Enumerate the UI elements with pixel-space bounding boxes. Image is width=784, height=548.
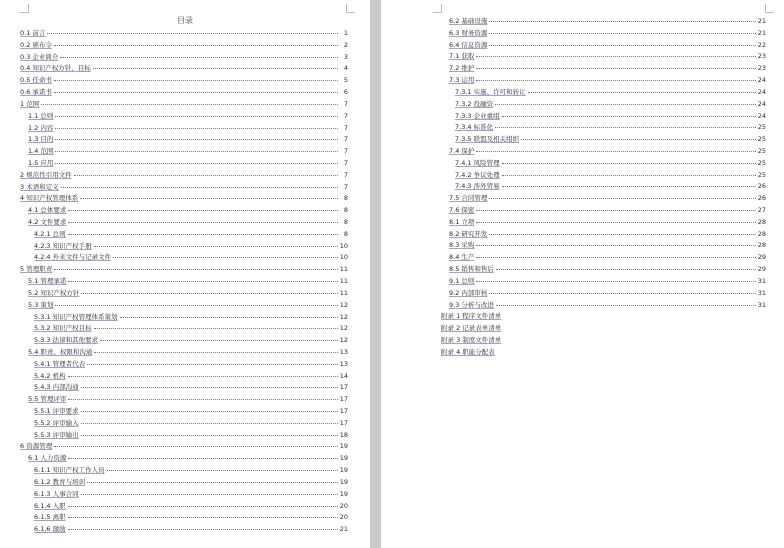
toc-entry-label[interactable]: 7.4.2 争议处理 bbox=[455, 170, 500, 179]
toc-entry-label[interactable]: 9.2 内部审核 bbox=[449, 288, 488, 297]
toc-leader-dots bbox=[87, 481, 338, 483]
toc-page-number: 17 bbox=[339, 418, 348, 427]
toc-entry[interactable] bbox=[441, 240, 766, 252]
toc-entry-label[interactable]: 6.4 信息资源 bbox=[449, 40, 488, 49]
toc-entry-label[interactable]: 2 规范性引用文件 bbox=[20, 170, 72, 179]
toc-leader-dots bbox=[476, 221, 755, 223]
toc-leader-dots bbox=[54, 79, 338, 81]
toc-entry-label[interactable]: 6.3 财务资源 bbox=[449, 28, 488, 37]
toc-entry[interactable] bbox=[441, 99, 766, 111]
toc-list-right bbox=[441, 16, 766, 359]
toc-leader-dots bbox=[81, 422, 338, 424]
toc-leader-dots bbox=[55, 138, 338, 140]
toc-page-number: 7 bbox=[343, 135, 348, 144]
toc-entry-label[interactable]: 7.6 保密 bbox=[449, 206, 475, 214]
toc-entry-label[interactable]: 0.6 承诺书 bbox=[20, 88, 52, 97]
toc-entry[interactable] bbox=[441, 63, 766, 75]
toc-leader-dots bbox=[489, 20, 755, 22]
toc-entry-label[interactable]: 5.1 管理承诺 bbox=[28, 277, 67, 286]
toc-leader-dots bbox=[68, 375, 338, 377]
toc-leader-dots bbox=[120, 316, 338, 318]
toc-entry-label[interactable]: 5.4.2 机构 bbox=[34, 371, 66, 380]
toc-page-number: 17 bbox=[339, 395, 348, 404]
toc-leader-dots bbox=[528, 91, 756, 93]
toc-entry[interactable] bbox=[20, 312, 348, 324]
toc-page-number: 29 bbox=[757, 265, 766, 274]
toc-leader-dots bbox=[81, 434, 338, 436]
toc-entry[interactable] bbox=[441, 264, 766, 276]
toc-entry-label[interactable]: 1.1 总则 bbox=[28, 111, 54, 120]
toc-list-left bbox=[20, 28, 348, 536]
toc-leader-dots bbox=[476, 209, 755, 211]
toc-entry[interactable] bbox=[20, 40, 348, 52]
toc-leader-dots bbox=[81, 493, 338, 495]
toc-leader-dots bbox=[489, 44, 755, 46]
toc-page-number: 13 bbox=[339, 359, 348, 368]
toc-page-number: 8 bbox=[343, 194, 348, 203]
toc-entry-label[interactable]: 5.2 知识产权方针 bbox=[28, 288, 80, 297]
toc-entry[interactable] bbox=[20, 441, 348, 453]
toc-entry-label[interactable]: 6.1.5 离职 bbox=[34, 513, 66, 522]
toc-leader-dots bbox=[68, 209, 338, 211]
toc-entry-label[interactable]: 4.2.3 知识产权手册 bbox=[34, 241, 92, 250]
toc-entry-label[interactable]: 0.4 知识产权方针、目标 bbox=[20, 64, 91, 73]
toc-entry-label[interactable]: 7.3.4 标准化 bbox=[455, 123, 494, 132]
toc-page-number: 31 bbox=[757, 276, 766, 285]
toc-leader-dots bbox=[87, 363, 338, 365]
toc-entry-label[interactable]: 5.5.2 评审输入 bbox=[34, 418, 79, 427]
toc-entry[interactable] bbox=[441, 170, 766, 182]
toc-leader-dots bbox=[54, 445, 338, 447]
toc-page-number: 5 bbox=[343, 76, 348, 85]
toc-entry-label[interactable]: 1.4 范围 bbox=[28, 147, 54, 156]
toc-page-number: 10 bbox=[339, 253, 348, 262]
toc-entry[interactable] bbox=[441, 181, 766, 193]
toc-leader-dots bbox=[476, 55, 755, 57]
toc-page-number: 14 bbox=[339, 371, 348, 380]
toc-leader-dots bbox=[54, 91, 338, 93]
toc-entry-label[interactable]: 3 术语和定义 bbox=[20, 182, 59, 191]
toc-entry-label[interactable]: 7.2 维护 bbox=[449, 64, 475, 73]
toc-leader-dots bbox=[489, 292, 755, 294]
toc-entry[interactable] bbox=[20, 335, 348, 347]
toc-entry[interactable] bbox=[20, 524, 348, 536]
toc-entry[interactable] bbox=[20, 359, 348, 371]
toc-page-number: 12 bbox=[339, 336, 348, 345]
toc-page-number: 2 bbox=[343, 40, 348, 49]
toc-page-number: 11 bbox=[339, 277, 348, 286]
toc-entry-label[interactable]: 6.1.6 激励 bbox=[34, 525, 66, 534]
toc-page-number: 7 bbox=[343, 123, 348, 132]
toc-entry-label[interactable]: 5.3.1 知识产权管理体系策划 bbox=[34, 312, 118, 321]
toc-entry-label[interactable]: 6.1.1 知识产权工作人员 bbox=[34, 466, 105, 475]
toc-page-number: 11 bbox=[339, 265, 348, 274]
toc-leader-dots bbox=[55, 115, 338, 117]
toc-entry-label[interactable]: 7.5 合同管理 bbox=[449, 194, 488, 203]
toc-entry[interactable] bbox=[441, 134, 766, 146]
toc-leader-dots bbox=[55, 150, 338, 152]
toc-page-number: 11 bbox=[339, 288, 348, 297]
toc-entry[interactable] bbox=[441, 28, 766, 40]
toc-leader-dots bbox=[68, 221, 338, 223]
toc-leader-dots bbox=[476, 150, 755, 152]
toc-page-number: 31 bbox=[757, 300, 766, 309]
toc-entry-label[interactable]: 4 知识产权管理体系 bbox=[20, 194, 79, 203]
toc-entry[interactable] bbox=[20, 288, 348, 300]
toc-leader-dots bbox=[68, 457, 337, 459]
toc-leader-dots bbox=[74, 174, 338, 176]
toc-entry-label[interactable]: 5.4 职责、权限和沟通 bbox=[28, 347, 93, 356]
toc-entry[interactable] bbox=[20, 63, 348, 75]
toc-leader-dots bbox=[81, 410, 338, 412]
margin-corner-mark bbox=[765, 4, 774, 13]
toc-leader-dots bbox=[61, 186, 338, 188]
toc-entry-label[interactable]: 7.3.1 实施、许可和转让 bbox=[455, 87, 526, 96]
toc-page-number: 24 bbox=[757, 111, 766, 120]
toc-page-number: 12 bbox=[339, 300, 348, 309]
toc-entry[interactable] bbox=[20, 182, 348, 194]
toc-entry-label[interactable]: 7.3.5 联盟及相关组织 bbox=[455, 135, 520, 144]
toc-entry-label[interactable]: 1.3 目的 bbox=[28, 135, 54, 144]
toc-leader-dots bbox=[496, 268, 756, 270]
toc-entry[interactable] bbox=[441, 311, 766, 323]
toc-leader-dots bbox=[502, 115, 756, 117]
toc-entry-label[interactable]: 7.4 保护 bbox=[449, 146, 475, 155]
toc-leader-dots bbox=[93, 67, 338, 69]
toc-entry-label[interactable]: 5.5.3 评审输出 bbox=[34, 430, 79, 439]
toc-entry-label[interactable]: 6.2 基础设施 bbox=[449, 17, 488, 25]
toc-page-number: 21 bbox=[757, 28, 766, 37]
toc-entry-label[interactable]: 0.3 企业简介 bbox=[20, 52, 59, 61]
toc-page-number: 8 bbox=[343, 206, 348, 215]
toc-entry-label[interactable]: 9.1 总则 bbox=[449, 276, 475, 285]
toc-page-number: 12 bbox=[339, 324, 348, 333]
toc-entry[interactable] bbox=[441, 158, 766, 170]
toc-entry[interactable] bbox=[20, 382, 348, 394]
toc-entry-label[interactable]: 6 资源管理 bbox=[20, 442, 53, 451]
toc-entry[interactable] bbox=[441, 40, 766, 52]
toc-page-number: 19 bbox=[339, 466, 348, 475]
toc-leader-dots bbox=[54, 44, 338, 46]
toc-entry[interactable] bbox=[441, 122, 766, 134]
toc-page-number: 17 bbox=[339, 383, 348, 392]
page-gap-divider bbox=[370, 0, 381, 548]
toc-leader-dots bbox=[476, 256, 755, 258]
toc-entry-label[interactable]: 附录 1 程序文件清单 bbox=[441, 312, 502, 321]
toc-page-number: 23 bbox=[757, 64, 766, 73]
toc-entry[interactable] bbox=[20, 87, 348, 99]
toc-entry-label[interactable]: 9.3 分析与改进 bbox=[449, 300, 494, 309]
toc-entry[interactable] bbox=[441, 111, 766, 123]
toc-page-number: 19 bbox=[339, 442, 348, 451]
toc-leader-dots bbox=[47, 32, 338, 34]
toc-entry-label[interactable]: 5.4.1 管理者代表 bbox=[34, 359, 86, 368]
toc-entry-label[interactable]: 1 范围 bbox=[20, 99, 40, 108]
toc-page-number: 7 bbox=[343, 158, 348, 167]
toc-page-number: 28 bbox=[757, 229, 766, 238]
toc-page-number: 25 bbox=[757, 158, 766, 167]
toc-leader-dots bbox=[521, 138, 756, 140]
toc-entry[interactable] bbox=[20, 241, 348, 253]
toc-entry[interactable] bbox=[441, 229, 766, 241]
toc-page-right bbox=[381, 0, 784, 548]
toc-page-number: 7 bbox=[343, 99, 348, 108]
toc-entry[interactable] bbox=[20, 134, 348, 146]
toc-entry[interactable] bbox=[441, 146, 766, 158]
toc-entry-label[interactable]: 4.2.1 总则 bbox=[34, 229, 66, 238]
toc-leader-dots bbox=[94, 327, 338, 329]
toc-leader-dots bbox=[68, 398, 337, 400]
toc-entry-label[interactable]: 4.2.4 外来文件与记录文件 bbox=[34, 253, 112, 262]
toc-entry-label[interactable]: 7.3 运用 bbox=[449, 76, 475, 85]
toc-entry-label[interactable]: 1.5 应用 bbox=[28, 158, 54, 167]
toc-entry-label[interactable]: 7.1 获取 bbox=[449, 52, 475, 61]
toc-entry[interactable] bbox=[20, 252, 348, 264]
toc-page-number: 7 bbox=[343, 147, 348, 156]
toc-page-number: 27 bbox=[757, 206, 766, 214]
toc-page-number: 31 bbox=[757, 288, 766, 297]
toc-leader-dots bbox=[113, 256, 338, 258]
toc-page-number: 28 bbox=[757, 217, 766, 226]
toc-page-number: 25 bbox=[757, 146, 766, 155]
toc-page-number: 25 bbox=[757, 170, 766, 179]
toc-entry[interactable] bbox=[20, 453, 348, 465]
toc-entry[interactable] bbox=[441, 193, 766, 205]
toc-page-number: 10 bbox=[339, 241, 348, 250]
toc-entry-label[interactable]: 1.2 内容 bbox=[28, 123, 54, 132]
toc-entry[interactable] bbox=[441, 300, 766, 312]
toc-leader-dots bbox=[41, 103, 338, 105]
toc-page-number: 21 bbox=[339, 525, 348, 534]
toc-page-number: 24 bbox=[757, 87, 766, 96]
toc-page-number: 26 bbox=[757, 194, 766, 203]
toc-entry-label[interactable]: 0.5 任命书 bbox=[20, 76, 52, 85]
toc-page-number: 25 bbox=[757, 123, 766, 132]
toc-entry[interactable] bbox=[20, 146, 348, 158]
toc-page-number: 19 bbox=[339, 489, 348, 498]
toc-entry-label[interactable]: 5.3.3 法律和其他要求 bbox=[34, 336, 99, 345]
toc-entry-label[interactable]: 附录 4 职能分配表 bbox=[441, 347, 495, 356]
toc-page-number: 24 bbox=[757, 76, 766, 85]
toc-leader-dots bbox=[489, 32, 755, 34]
toc-entry-label[interactable]: 6.1.3 人事合同 bbox=[34, 489, 79, 498]
toc-entry[interactable] bbox=[20, 170, 348, 182]
toc-leader-dots bbox=[81, 386, 338, 388]
toc-entry[interactable] bbox=[441, 75, 766, 87]
toc-leader-dots bbox=[68, 280, 337, 282]
toc-entry-label[interactable]: 8.1 立项 bbox=[449, 217, 475, 226]
toc-leader-dots bbox=[68, 233, 338, 235]
toc-entry[interactable] bbox=[20, 430, 348, 442]
toc-entry[interactable] bbox=[20, 418, 348, 430]
toc-page-number: 20 bbox=[339, 501, 348, 510]
toc-entry[interactable] bbox=[20, 501, 348, 513]
margin-corner-mark bbox=[346, 4, 355, 13]
toc-entry-label[interactable]: 附录 3 制度文件清单 bbox=[441, 335, 502, 344]
toc-page-number: 4 bbox=[343, 64, 348, 73]
toc-page-number: 8 bbox=[343, 218, 348, 226]
toc-entry-label[interactable]: 7.4.1 风险管理 bbox=[455, 158, 500, 167]
toc-entry[interactable] bbox=[20, 347, 348, 359]
toc-leader-dots bbox=[502, 162, 756, 164]
toc-entry-label[interactable]: 6.1.4 入职 bbox=[34, 501, 66, 510]
toc-leader-dots bbox=[55, 127, 338, 129]
toc-entry-label[interactable]: 6.1 人力资源 bbox=[28, 454, 67, 463]
toc-entry-label[interactable]: 6.1.2 教育与培训 bbox=[34, 477, 86, 486]
toc-entry[interactable] bbox=[20, 123, 348, 135]
toc-entry[interactable] bbox=[441, 323, 766, 335]
toc-entry[interactable] bbox=[20, 300, 348, 312]
toc-entry-label[interactable]: 5.3.2 知识产权目标 bbox=[34, 324, 92, 333]
toc-leader-dots bbox=[476, 244, 755, 246]
toc-entry[interactable] bbox=[441, 288, 766, 300]
toc-page-number: 22 bbox=[757, 40, 766, 49]
margin-corner-mark bbox=[433, 4, 442, 13]
toc-leader-dots bbox=[496, 304, 756, 306]
toc-page-number: 18 bbox=[339, 430, 348, 439]
toc-leader-dots bbox=[68, 516, 338, 518]
toc-page-number: 26 bbox=[757, 182, 766, 191]
toc-entry-label[interactable]: 8.3 采购 bbox=[449, 241, 475, 250]
toc-leader-dots bbox=[81, 292, 337, 294]
toc-entry[interactable] bbox=[20, 264, 348, 276]
toc-entry[interactable] bbox=[20, 205, 348, 217]
toc-page-number: 12 bbox=[339, 312, 348, 321]
toc-entry-label[interactable]: 5.4.3 内部沟通 bbox=[34, 383, 79, 392]
toc-page-number: 28 bbox=[757, 241, 766, 250]
toc-page-number: 19 bbox=[339, 477, 348, 486]
toc-page-number: 24 bbox=[757, 99, 766, 108]
toc-entry[interactable] bbox=[20, 276, 348, 288]
toc-entry[interactable] bbox=[20, 217, 348, 229]
toc-leader-dots bbox=[489, 233, 755, 235]
toc-page-number: 6 bbox=[343, 88, 348, 97]
toc-leader-dots bbox=[107, 469, 338, 471]
toc-entry-label[interactable]: 8.2 研究开发 bbox=[449, 229, 488, 238]
toc-page-number: 17 bbox=[339, 407, 348, 415]
toc-leader-dots bbox=[489, 197, 755, 199]
toc-entry[interactable] bbox=[20, 406, 348, 418]
toc-entry[interactable] bbox=[441, 16, 766, 28]
toc-entry[interactable] bbox=[20, 99, 348, 111]
toc-entry[interactable] bbox=[441, 205, 766, 217]
toc-entry-label[interactable]: 5.3 策划 bbox=[28, 300, 54, 309]
toc-entry[interactable] bbox=[441, 51, 766, 63]
toc-entry-label[interactable]: 0.1 前言 bbox=[20, 29, 46, 37]
toc-page-number: 21 bbox=[757, 17, 766, 25]
toc-page-number: 25 bbox=[757, 135, 766, 144]
toc-entry-label[interactable]: 5.5.1 评审要求 bbox=[34, 407, 79, 415]
toc-leader-dots bbox=[54, 268, 338, 270]
toc-entry[interactable] bbox=[20, 465, 348, 477]
toc-entry[interactable] bbox=[20, 323, 348, 335]
toc-entry[interactable] bbox=[20, 75, 348, 87]
toc-page-number: 8 bbox=[343, 229, 348, 238]
toc-leader-dots bbox=[495, 103, 756, 105]
margin-corner-mark bbox=[20, 4, 29, 13]
toc-leader-dots bbox=[495, 126, 756, 128]
toc-leader-dots bbox=[80, 197, 338, 199]
toc-entry-label[interactable]: 4.1 总体要求 bbox=[28, 206, 67, 215]
toc-leader-dots bbox=[476, 280, 755, 282]
toc-entry[interactable] bbox=[441, 87, 766, 99]
toc-page-number: 23 bbox=[757, 52, 766, 61]
toc-title: 目录 bbox=[177, 16, 193, 25]
toc-entry[interactable] bbox=[20, 371, 348, 383]
toc-entry[interactable] bbox=[20, 394, 348, 406]
toc-page-number: 7 bbox=[343, 182, 348, 191]
toc-entry[interactable] bbox=[20, 489, 348, 501]
toc-page-number: 13 bbox=[339, 347, 348, 356]
toc-entry[interactable] bbox=[20, 52, 348, 64]
toc-page-number: 7 bbox=[343, 170, 348, 179]
toc-entry-label[interactable]: 0.2 颁布令 bbox=[20, 40, 52, 49]
toc-entry-label[interactable]: 附录 2 记录表单清单 bbox=[441, 324, 502, 333]
toc-page-left bbox=[0, 0, 370, 548]
toc-entry-label[interactable]: 8.5 销售和售后 bbox=[449, 265, 494, 274]
toc-leader-dots bbox=[502, 174, 756, 176]
toc-entry[interactable] bbox=[441, 217, 766, 229]
toc-leader-dots bbox=[68, 528, 338, 530]
toc-entry-label[interactable]: 8.4 生产 bbox=[449, 253, 475, 262]
toc-page-number: 7 bbox=[343, 111, 348, 120]
toc-entry[interactable] bbox=[441, 347, 766, 359]
toc-entry[interactable] bbox=[20, 193, 348, 205]
toc-leader-dots bbox=[476, 67, 755, 69]
toc-entry[interactable] bbox=[20, 28, 348, 40]
toc-entry-label[interactable]: 5.5 管理评审 bbox=[28, 395, 67, 404]
toc-entry[interactable] bbox=[441, 252, 766, 264]
toc-page-number: 29 bbox=[757, 253, 766, 262]
toc-leader-dots bbox=[60, 56, 338, 58]
toc-leader-dots bbox=[55, 304, 337, 306]
toc-entry[interactable] bbox=[441, 276, 766, 288]
toc-entry-label[interactable]: 5 管理职责 bbox=[20, 265, 53, 274]
toc-entry[interactable] bbox=[20, 477, 348, 489]
toc-leader-dots bbox=[94, 351, 337, 353]
toc-page-number: 19 bbox=[339, 454, 348, 463]
toc-entry[interactable] bbox=[20, 158, 348, 170]
toc-entry-label[interactable]: 4.2 文件要求 bbox=[28, 218, 67, 226]
toc-entry-label[interactable]: 7.3.2 投融资 bbox=[455, 99, 494, 108]
toc-leader-dots bbox=[55, 162, 338, 164]
toc-leader-dots bbox=[476, 79, 755, 81]
toc-leader-dots bbox=[502, 185, 756, 187]
toc-page-number: 3 bbox=[343, 52, 348, 61]
toc-entry[interactable] bbox=[441, 335, 766, 347]
toc-entry[interactable] bbox=[20, 111, 348, 123]
toc-entry-label[interactable]: 7.4.3 涉外贸易 bbox=[455, 182, 500, 191]
toc-leader-dots bbox=[68, 505, 338, 507]
toc-leader-dots bbox=[94, 245, 338, 247]
toc-page-number: 20 bbox=[339, 513, 348, 522]
toc-leader-dots bbox=[100, 339, 338, 341]
toc-entry-label[interactable]: 7.3.3 企业重组 bbox=[455, 111, 500, 120]
toc-page-number: 1 bbox=[343, 29, 348, 37]
toc-entry[interactable] bbox=[20, 229, 348, 241]
toc-entry[interactable] bbox=[20, 512, 348, 524]
